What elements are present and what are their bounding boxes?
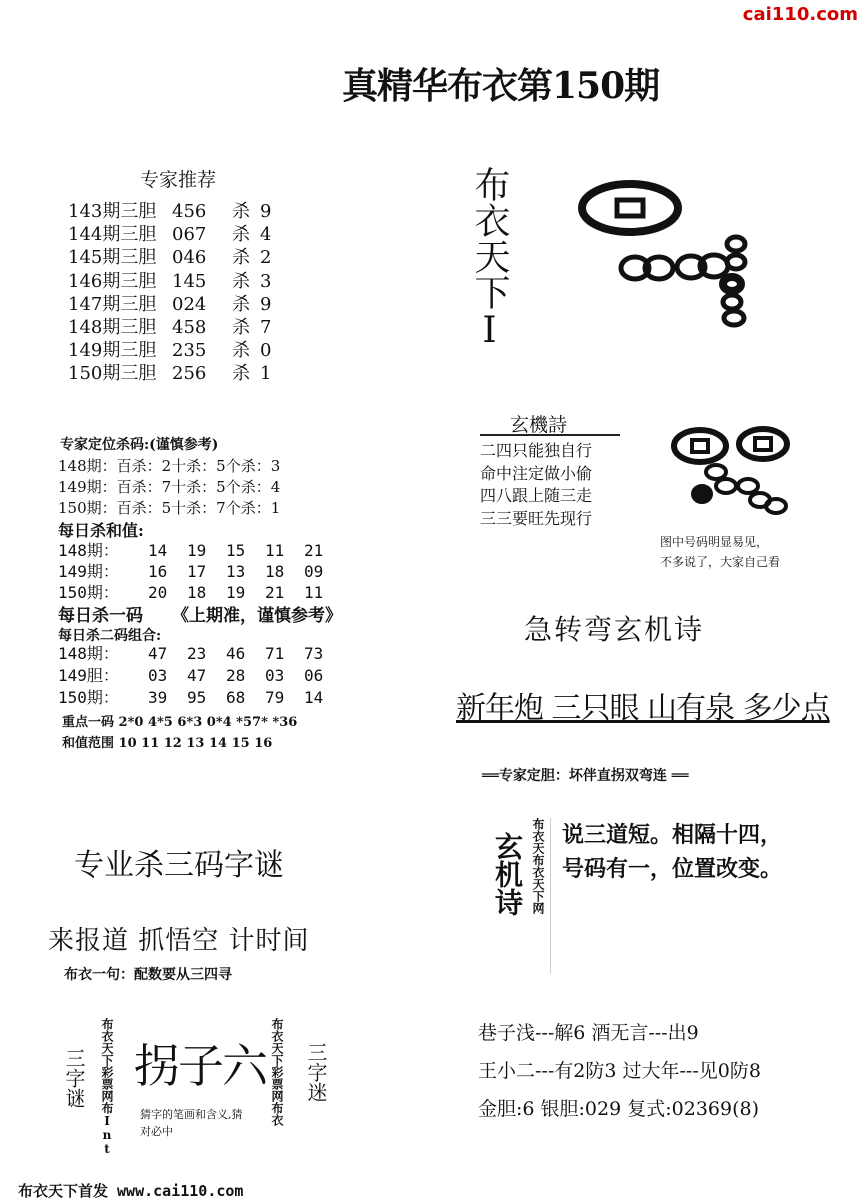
position-kill-row: 148期：百杀：2十杀：5个杀：3 xyxy=(58,457,281,475)
position-kill-row: 149期：百杀：7十杀：5个杀：4 xyxy=(58,478,281,496)
poem1-line: 四八跟上随三走 xyxy=(480,486,593,505)
poem1-body xyxy=(480,440,592,530)
recommend-row: 144期三胆 067 杀 4 xyxy=(68,224,272,246)
footer-link[interactable]: 布衣天下首发 www.cai110.com xyxy=(18,1182,244,1200)
xuan-vertical-brand: 布衣天布衣天下网 xyxy=(531,818,545,914)
recommend-heading: 专家推荐 xyxy=(140,169,217,191)
answer-line: 金胆:6 银胆:029 复式:02369(8) xyxy=(478,1098,759,1120)
key-code-line: 重点一码 2*0 4*5 6*3 0*4 *57* *36 xyxy=(62,715,298,730)
recommend-row: 147期三胆 024 杀 9 xyxy=(68,293,272,315)
recommend-row: 143期三胆 456 杀 9 xyxy=(68,201,272,222)
recommend-row: 146期三胆 145 杀 3 xyxy=(68,270,272,292)
xuan-poem xyxy=(562,818,782,886)
riddle-hint-line: 猜字的笔画和含义,猜 xyxy=(140,1108,243,1121)
left-vertical-brand: 布衣天下彩票网布Int xyxy=(100,1018,114,1156)
answers xyxy=(478,1014,761,1128)
position-kill-heading: 专家定位杀码:(谨慎参考) xyxy=(60,437,219,453)
daily-kill-two-row: 150期： 39 95 68 79 14 xyxy=(58,688,324,707)
position-kill-row: 150期：百杀：5十杀：7个杀：1 xyxy=(58,499,281,517)
daily-sum-list xyxy=(58,540,343,603)
xuan-poem-line: 说三道短。相隔十四， xyxy=(562,822,783,848)
vertical-brand: 布衣天下I xyxy=(469,166,510,351)
left-riddle-label: 三字谜 xyxy=(62,1048,86,1108)
xuan-divider xyxy=(550,818,551,974)
site-watermark[interactable]: cai110.com xyxy=(742,4,858,25)
expert-line: ══专家定胆：坏伴直拐双弯连 ══ xyxy=(482,768,689,784)
daily-sum-row: 149期： 16 17 13 18 09 xyxy=(58,562,324,581)
coin-figure-1 xyxy=(574,178,764,328)
right-riddle-label: 三字迷 xyxy=(304,1042,328,1102)
xuan-label: 玄机诗 xyxy=(491,832,524,916)
recommend-list xyxy=(68,200,271,386)
daily-sum-heading: 每日杀和值: xyxy=(58,521,144,540)
riddle-title: 专业杀三码字谜 xyxy=(74,848,284,883)
big-riddle-chars: 拐子六 xyxy=(134,1039,266,1093)
right-vertical-brand: 布衣天下彩票网布衣 xyxy=(270,1018,284,1126)
coin-figure-2 xyxy=(668,426,808,526)
poem1-line: 命中注定做小偷 xyxy=(480,463,593,483)
poem1-divider xyxy=(480,434,620,436)
riddle-poem-title: 急转弯玄机诗 xyxy=(524,613,705,646)
page-title: 真精华布衣第150期 xyxy=(342,65,660,107)
riddle-text: 来报道 抓悟空 计时间 xyxy=(48,926,310,956)
recommend-row: 149期三胆 235 杀 0 xyxy=(68,340,272,362)
daily-kill-one-note: 《上期准，谨慎参考》 xyxy=(172,606,342,626)
recommend-row: 150期三胆 256 杀 1 xyxy=(68,363,272,385)
recommend-row: 145期三胆 046 杀 2 xyxy=(68,247,272,269)
recommend-row: 148期三胆 458 杀 7 xyxy=(68,317,272,339)
daily-kill-two-list xyxy=(58,643,343,709)
daily-sum-row: 150期： 20 18 19 21 11 xyxy=(58,583,324,602)
sum-range-line: 和值范围 10 11 12 13 14 15 16 xyxy=(62,736,273,751)
daily-kill-two-heading: 每日杀二码组合: xyxy=(58,628,162,644)
figure-caption xyxy=(660,532,780,572)
one-word-line: 布衣一句：配数要从三四寻 xyxy=(64,967,232,983)
answer-line: 王小二---有2防3 过大年---见0防8 xyxy=(478,1060,761,1082)
poem1-line: 二四只能独自行 xyxy=(480,441,593,460)
answer-line: 巷子浅---解6 酒无言---出9 xyxy=(478,1022,699,1044)
riddle-hint-line: 对必中 xyxy=(140,1125,173,1138)
riddle-hint xyxy=(140,1106,243,1140)
poem1-line: 三三要旺先现行 xyxy=(480,508,593,528)
daily-kill-two-row: 148期： 47 23 46 71 73 xyxy=(58,644,324,663)
position-kill-list xyxy=(58,456,280,519)
caption-line: 不多说了，大家自己看 xyxy=(660,555,781,569)
caption-line: 图中号码明显易见， xyxy=(660,535,769,549)
daily-kill-two-row: 149胆： 03 47 28 03 06 xyxy=(58,666,324,685)
poem1-title: 玄機詩 xyxy=(510,414,568,436)
fire-line: 新年炮 三只眼 山有泉 多少点 xyxy=(456,691,830,726)
xuan-poem-line: 号码有一，位置改变。 xyxy=(562,856,783,882)
daily-sum-row: 148期： 14 19 15 11 21 xyxy=(58,541,324,560)
daily-kill-one-heading: 每日杀一码 xyxy=(58,606,143,626)
